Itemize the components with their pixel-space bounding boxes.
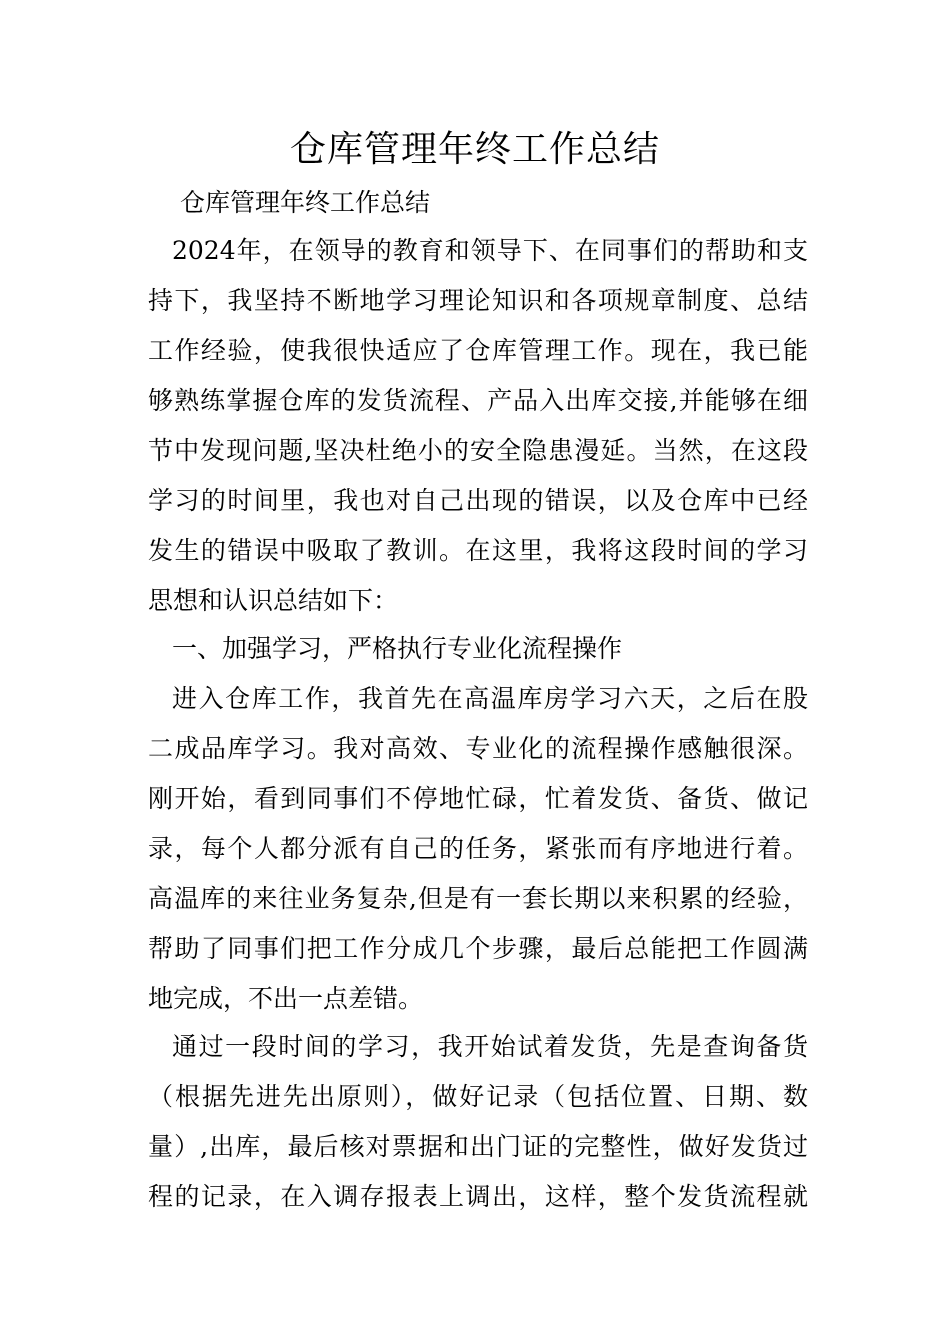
body-line: 帮助了同事们把工作分成几个步骤，最后总能把工作圆满 xyxy=(148,934,808,963)
body-line: 通过一段时间的学习，我开始试着发货，先是查询备货 xyxy=(172,1032,808,1061)
body-line: 持下，我坚持不断地学习理论知识和各项规章制度、总结 xyxy=(148,286,808,315)
body-line: 地完成，不出一点差错。 xyxy=(148,984,424,1013)
body-line: 刚开始，看到同事们不停地忙碌，忙着发货、备货、做记 xyxy=(148,784,808,813)
subtitle-line: 仓库管理年终工作总结 xyxy=(180,188,431,217)
body-line: 工作经验，使我很快适应了仓库管理工作。现在，我已能 xyxy=(148,336,808,365)
body-line: 节中发现问题,坚决杜绝小的安全隐患漫延。当然，在这段 xyxy=(148,436,808,465)
section-heading: 一、加强学习，严格执行专业化流程操作 xyxy=(172,634,623,663)
body-line: （根据先进先出原则），做好记录（包括位置、日期、数 xyxy=(148,1082,808,1111)
body-line: 量）,出库，最后核对票据和出门证的完整性，做好发货过 xyxy=(148,1132,808,1161)
document-title: 仓库管理年终工作总结 xyxy=(289,129,660,170)
body-line: 程的记录，在入调存报表上调出，这样，整个发货流程就 xyxy=(148,1182,808,1211)
body-line: 高温库的来往业务复杂,但是有一套长期以来积累的经验， xyxy=(148,884,808,913)
body-line: 够熟练掌握仓库的发货流程、产品入出库交接,并能够在细 xyxy=(148,386,808,415)
body-line: 进入仓库工作，我首先在高温库房学习六天，之后在股 xyxy=(172,684,808,713)
body-line: 思想和认识总结如下： xyxy=(148,586,399,615)
body-line: 学习的时间里，我也对自己出现的错误，以及仓库中已经 xyxy=(148,486,808,515)
body-line: 录，每个人都分派有自己的任务，紧张而有序地进行着。 xyxy=(148,834,808,863)
body-line: 发生的错误中吸取了教训。在这里，我将这段时间的学习 xyxy=(148,536,808,565)
body-line: 2024年，在领导的教育和领导下、在同事们的帮助和支 xyxy=(172,236,808,265)
body-line: 二成品库学习。我对高效、专业化的流程操作感触很深。 xyxy=(148,734,808,763)
